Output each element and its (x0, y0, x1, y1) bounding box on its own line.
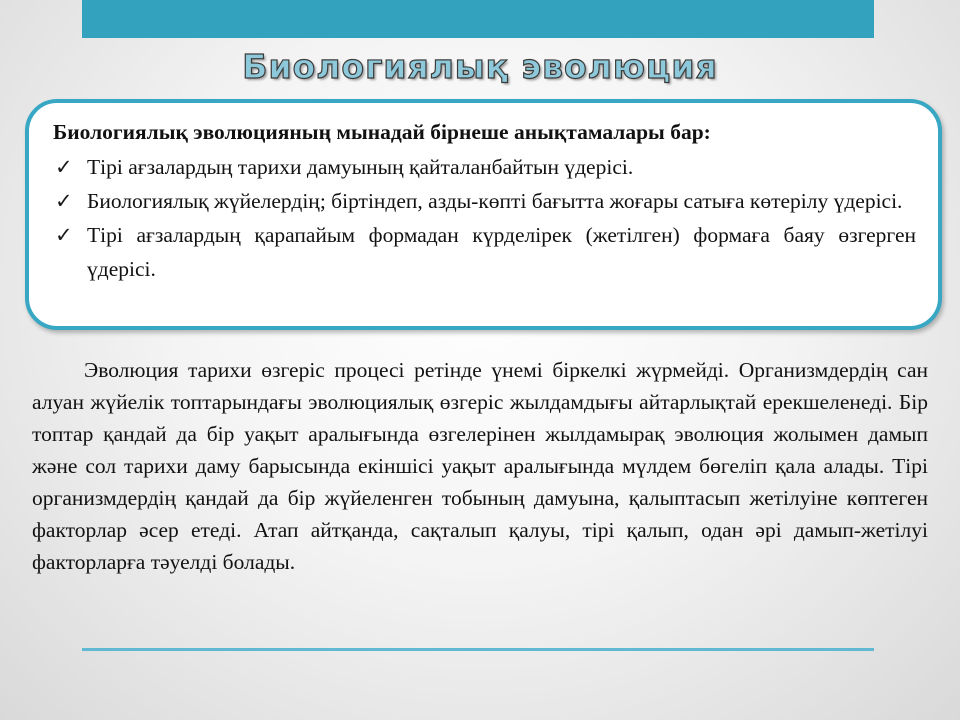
definitions-list (53, 150, 916, 286)
definition-text: Тірі ағзалардың қарапайым формадан күрделірек (жетілген) формаға баяу өзгерген үдерісі. (87, 223, 916, 281)
check-mark-icon: ✓ (55, 223, 73, 247)
bottom-divider (82, 648, 874, 651)
definition-item (53, 218, 916, 286)
definition-text: Тірі ағзалардың тарихи дамуының қайталанбайтын үдерісі. (87, 155, 634, 179)
check-mark-icon: ✓ (55, 155, 73, 179)
definitions-box (25, 99, 942, 330)
slide-title: Биологиялық эволюция (242, 47, 718, 86)
definition-item (53, 150, 916, 184)
definitions-heading: Биологиялық эволюцияның мынадай бірнеше анықтамалары бар: (53, 120, 711, 144)
definition-text: Биологиялық жүйелердің; біртіндеп, азды-көпті бағытта жоғары сатыға көтерілу үдерісі. (87, 189, 903, 213)
check-mark-icon: ✓ (55, 189, 73, 213)
top-accent-bar (82, 0, 874, 38)
definition-item (53, 184, 916, 218)
body-paragraph: Эволюция тарихи өзгеріс процесі ретінде үнемі біркелкі жүрмейді. Организмдердің сан алуан жүйелік топтарындағы эволюциялық өзгеріс жылдамдығы айтарлықтай ерекшеленеді. Бір топтар қандай да бір уақыт аралығында өзгелерінен жылдамырақ эволюция жолымен дамып және сол тарихи даму барысында екіншісі уақыт аралығында мүлдем бөгеліп қала алады. Тірі организмдердің қандай да бір жүйеленген тобының дамуына, қалыптасып жетілуіне көптеген факторлар әсер етеді. Атап айтқанда, сақталып қалуы, тірі қалып, одан әрі дамып-жетілуі факторларға тәуелді болады. (32, 358, 928, 574)
